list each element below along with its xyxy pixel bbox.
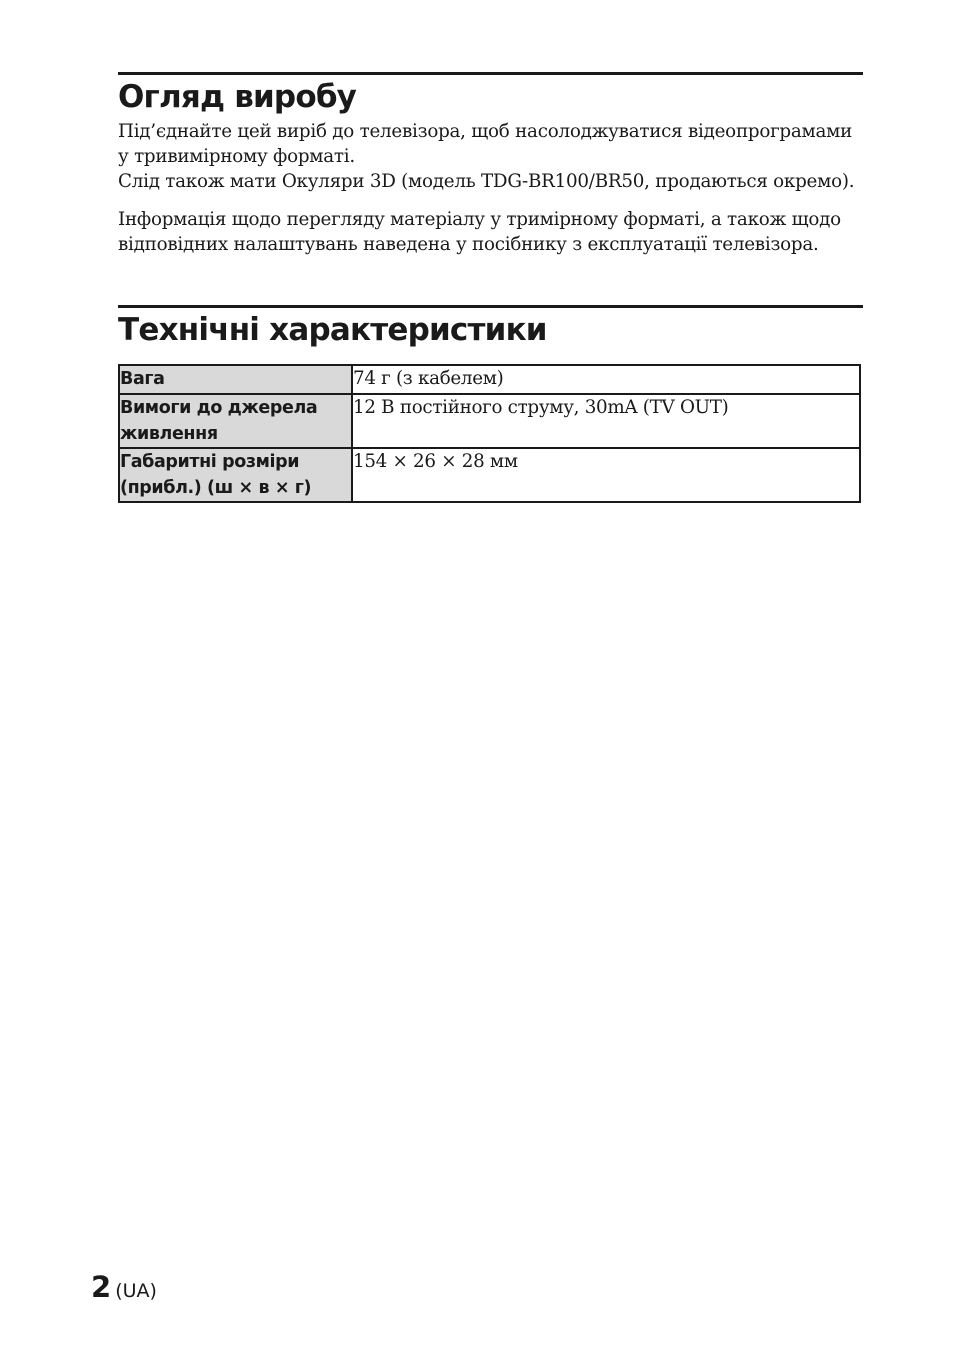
- page-footer: [91, 1270, 157, 1304]
- overview-paragraph-1: [118, 119, 863, 194]
- spec-label: [119, 365, 352, 394]
- spec-label-line: (прибл.) (ш × в × г): [120, 478, 312, 498]
- text-line: Слід також мати Окуляри 3D (модель TDG-BR100/BR50, продаються окремо).: [118, 171, 855, 192]
- section-title-specs: Технічні характеристики: [118, 312, 547, 348]
- spec-value: 12 В постійного струму, 30mA (TV OUT): [352, 394, 860, 448]
- spec-label-line: Вимоги до джерела: [120, 398, 318, 418]
- spec-label-line: живлення: [120, 424, 218, 444]
- language-code: (UA): [115, 1280, 157, 1302]
- section-divider: [118, 72, 863, 75]
- table-row: [119, 394, 860, 448]
- text-line: Інформація щодо перегляду матеріалу у тримірному форматі, а також щодо: [118, 209, 841, 230]
- spec-label-line: Вага: [120, 369, 165, 389]
- text-line: відповідних налаштувань наведена у посібнику з експлуатації телевізора.: [118, 234, 819, 255]
- spec-value: 154 × 26 × 28 мм: [352, 448, 860, 502]
- spec-label-line: Габаритні розміри: [120, 452, 300, 472]
- text-line: у тривимірному форматі.: [118, 146, 355, 167]
- table-row: [119, 448, 860, 502]
- page-number: 2: [91, 1270, 112, 1304]
- overview-section: [118, 72, 863, 257]
- spec-label: [119, 448, 352, 502]
- specs-section: [118, 305, 863, 349]
- spec-value: 74 г (з кабелем): [352, 365, 860, 394]
- section-divider: [118, 305, 863, 308]
- specs-table: [118, 364, 861, 503]
- table-row: [119, 365, 860, 394]
- spec-label: [119, 394, 352, 448]
- section-title-overview: Огляд виробу: [118, 79, 357, 115]
- overview-paragraph-2: [118, 207, 863, 257]
- text-line: Під’єднайте цей виріб до телевізора, щоб насолоджуватися відеопрограмами: [118, 121, 853, 142]
